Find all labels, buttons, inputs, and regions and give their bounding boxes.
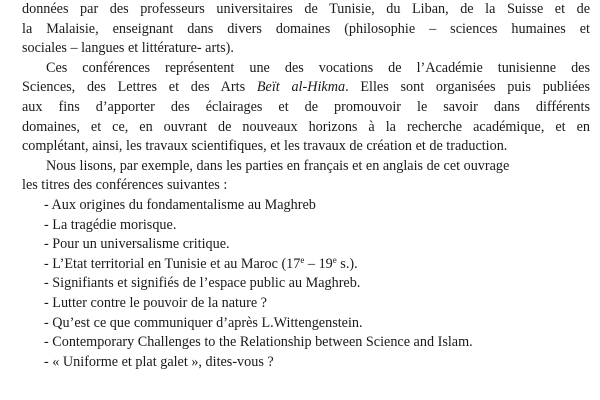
italic-name: Beït al-Hikma	[256, 79, 346, 96]
document-page	[22, 0, 590, 372]
list-item: - « Uniforme et plat galet », dites-vous ?	[44, 353, 274, 370]
list-item: - Contemporary Challenges to the Relationship between Science and Islam.	[44, 334, 473, 351]
text-line: Nous lisons, par exemple, dans les parties en français et en anglais de cet ouvrage	[46, 157, 510, 174]
text-line: données par des professeurs universitaires de Tunisie, du Liban, de la Suisse et de	[22, 1, 590, 17]
text-line: la Malaisie, enseignant dans divers domaines (philosophie – sciences humaines et	[22, 20, 590, 37]
list-item: - Lutter contre le pouvoir de la nature ?	[44, 294, 267, 311]
paragraph-3	[22, 157, 590, 196]
list-item: - Signifiants et signifiés de l’espace public au Maghreb.	[44, 275, 361, 292]
text-fragment: s.).	[336, 255, 358, 272]
paragraph-1	[22, 0, 590, 59]
text-line: sociales – langues et littérature- arts).	[22, 40, 234, 57]
text-line: domaines, et ce, en ouvrant de nouveaux horizons à la recherche académique, et en	[22, 118, 590, 135]
list-item: - Qu’est ce que communiquer d’après L.Wittengenstein.	[44, 314, 363, 331]
conference-title-list	[22, 196, 590, 372]
superscript: e	[332, 254, 337, 265]
list-item	[22, 255, 590, 275]
text-fragment: – 19	[304, 255, 333, 272]
list-item: - Aux origines du fondamentalisme au Maghreb	[44, 196, 316, 213]
text-line: Ces conférences représentent une des vocations de l’Académie tunisienne des	[46, 59, 590, 76]
text-line: complétant, ainsi, les travaux scientifiques, et les travaux de création et de traduction.	[22, 138, 508, 155]
superscript: e	[300, 254, 305, 265]
list-item: - Pour un universalisme critique.	[44, 236, 230, 253]
list-item: - La tragédie morisque.	[44, 216, 177, 233]
text-fragment: - L’Etat territorial en Tunisie et au Maroc (17	[44, 255, 301, 272]
text-line: les titres des conférences suivantes :	[22, 177, 228, 194]
text-line: aux fins d’apporter des éclairages et de promouvoir le savoir dans différents	[22, 98, 590, 115]
paragraph-2	[22, 59, 590, 157]
text-fragment: . Elles sont organisées puis publiées	[345, 79, 590, 96]
text-fragment: Sciences, des Lettres et des Arts	[22, 79, 257, 96]
text-line	[22, 78, 590, 98]
